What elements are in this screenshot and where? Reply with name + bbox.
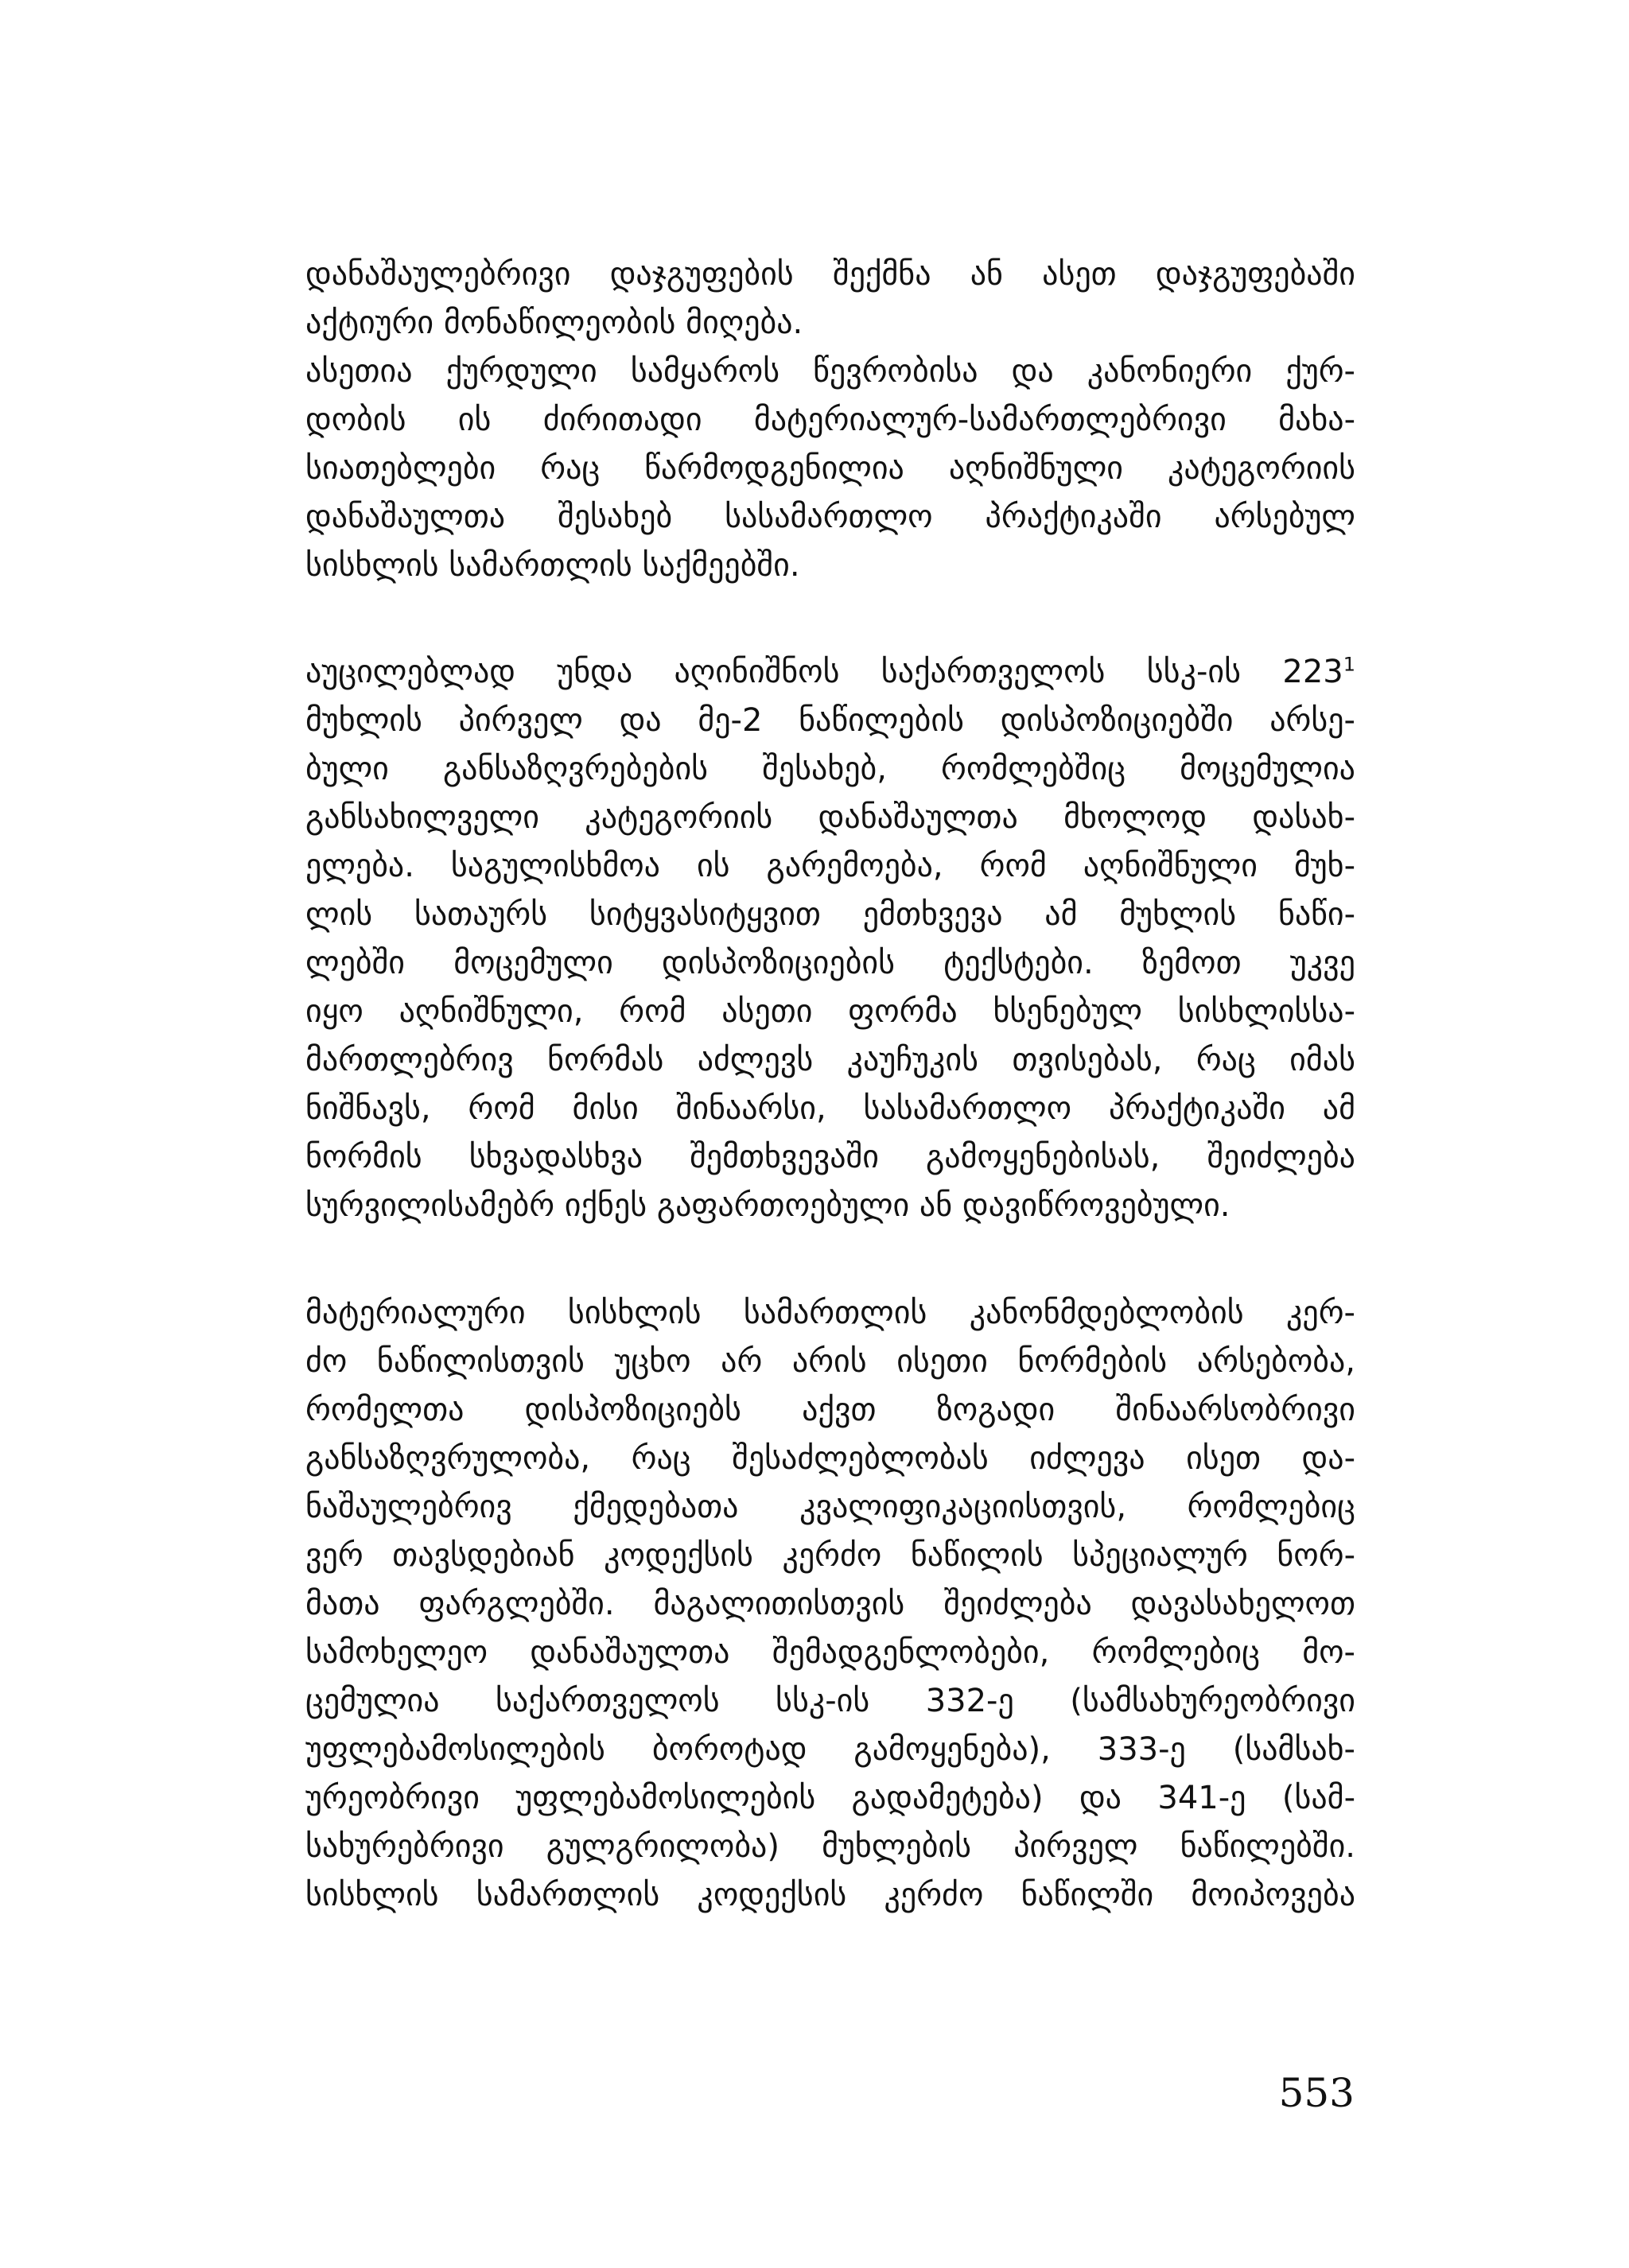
- paragraph-1: [305, 250, 1355, 590]
- text-line: ძო ნაწილისთვის უცხო არ არის ისეთი ნორმების არსებობა,: [305, 1343, 1355, 1380]
- text-line: განსახილველი კატეგორიის დანაშაულთა მხოლოდ დასახ-: [305, 799, 1355, 836]
- text-line: სისხლის სამართლის კოდექსის კერძო ნაწილში მოიპოვება: [305, 1877, 1355, 1913]
- paragraph-3: [305, 1289, 1355, 1920]
- text-line: დობის ის ძირითადი მატერიალურ-სამართლებრივი მახა-: [305, 402, 1355, 438]
- text-line: დანაშაულებრივი დაჯგუფების შექმნა ან ასეთ დაჯგუფებაში: [305, 256, 1355, 293]
- text-line: ნაშაულებრივ ქმედებათა კვალიფიკაციისთვის, რომლებიც: [305, 1489, 1355, 1525]
- text-line: ბული განსაზღვრებების შესახებ, რომლებშიც მოცემულია: [305, 751, 1355, 787]
- text-line: სურვილისამებრ იქნეს გაფართოებული ან დავიწროვებული.: [305, 1187, 1230, 1224]
- text-line: რომელთა დისპოზიციებს აქვთ ზოგადი შინაარსობრივი: [305, 1392, 1355, 1428]
- text-line: დანაშაულთა შესახებ სასამართლო პრაქტიკაში არსებულ: [305, 499, 1355, 535]
- text-line: სისხლის სამართლის საქმეებში.: [305, 547, 800, 584]
- text-line: სამოხელეო დანაშაულთა შემადგენლობები, რომლებიც მო-: [305, 1634, 1355, 1671]
- text-line: უფლებამოსილების ბოროტად გამოყენება), 333-ე (სამსახ-: [305, 1731, 1355, 1768]
- text-line: ვერ თავსდებიან კოდექსის კერძო ნაწილის სპეციალურ ნორ-: [305, 1537, 1355, 1574]
- text-line-content: აუცილებლად უნდა აღინიშნოს საქართველოს სსკ-ის 223: [305, 654, 1343, 690]
- text-line: [305, 648, 1355, 697]
- text-line: ლებში მოცემული დისპოზიციების ტექსტები. ზემოთ უკვე: [305, 945, 1355, 981]
- text-line: ურეობრივი უფლებამოსილების გადამეტება) და 341-ე (სამ-: [305, 1780, 1355, 1816]
- text-line: ელება. საგულისხმოა ის გარემოება, რომ აღნიშნული მუხ-: [305, 848, 1355, 884]
- text-line: ასეთია ქურდული სამყაროს წევრობისა და კანონიერი ქურ-: [305, 353, 1355, 390]
- page-number: 553: [1278, 2070, 1355, 2116]
- text-line: ნიშნავს, რომ მისი შინაარსი, სასამართლო პრაქტიკაში ამ: [305, 1090, 1355, 1127]
- paragraph-2: [305, 648, 1355, 1230]
- footnote-superscript: 1: [1343, 653, 1355, 676]
- text-line: განსაზღვრულობა, რაც შესაძლებლობას იძლევა ისეთ და-: [305, 1440, 1355, 1477]
- text-line: ცემულია საქართველოს სსკ-ის 332-ე (სამსახურეობრივი: [305, 1683, 1355, 1719]
- text-line: სიათებლები რაც წარმოდგენილია აღნიშნული კატეგორიის: [305, 450, 1355, 487]
- text-line: მატერიალური სისხლის სამართლის კანონმდებლობის კერ-: [305, 1295, 1355, 1331]
- text-line: იყო აღნიშნული, რომ ასეთი ფორმა ხსენებულ სისხლისსა-: [305, 993, 1355, 1030]
- text-line: ნორმის სხვადასხვა შემთხვევაში გამოყენებისას, შეიძლება: [305, 1139, 1355, 1175]
- text-line: მართლებრივ ნორმას აძლევს კაუჩუკის თვისებას, რაც იმას: [305, 1042, 1355, 1078]
- text-line: სახურებრივი გულგრილობა) მუხლების პირველ ნაწილებში.: [305, 1828, 1355, 1865]
- text-line: აქტიური მონაწილეობის მიღება.: [305, 305, 803, 341]
- text-line: მათა ფარგლებში. მაგალითისთვის შეიძლება დავასახელოთ: [305, 1586, 1355, 1622]
- text-line: ლის სათაურს სიტყვასიტყვით ემთხვევა ამ მუხლის ნაწი-: [305, 896, 1355, 933]
- text-line: მუხლის პირველ და მე-2 ნაწილების დისპოზიციებში არსე-: [305, 702, 1355, 739]
